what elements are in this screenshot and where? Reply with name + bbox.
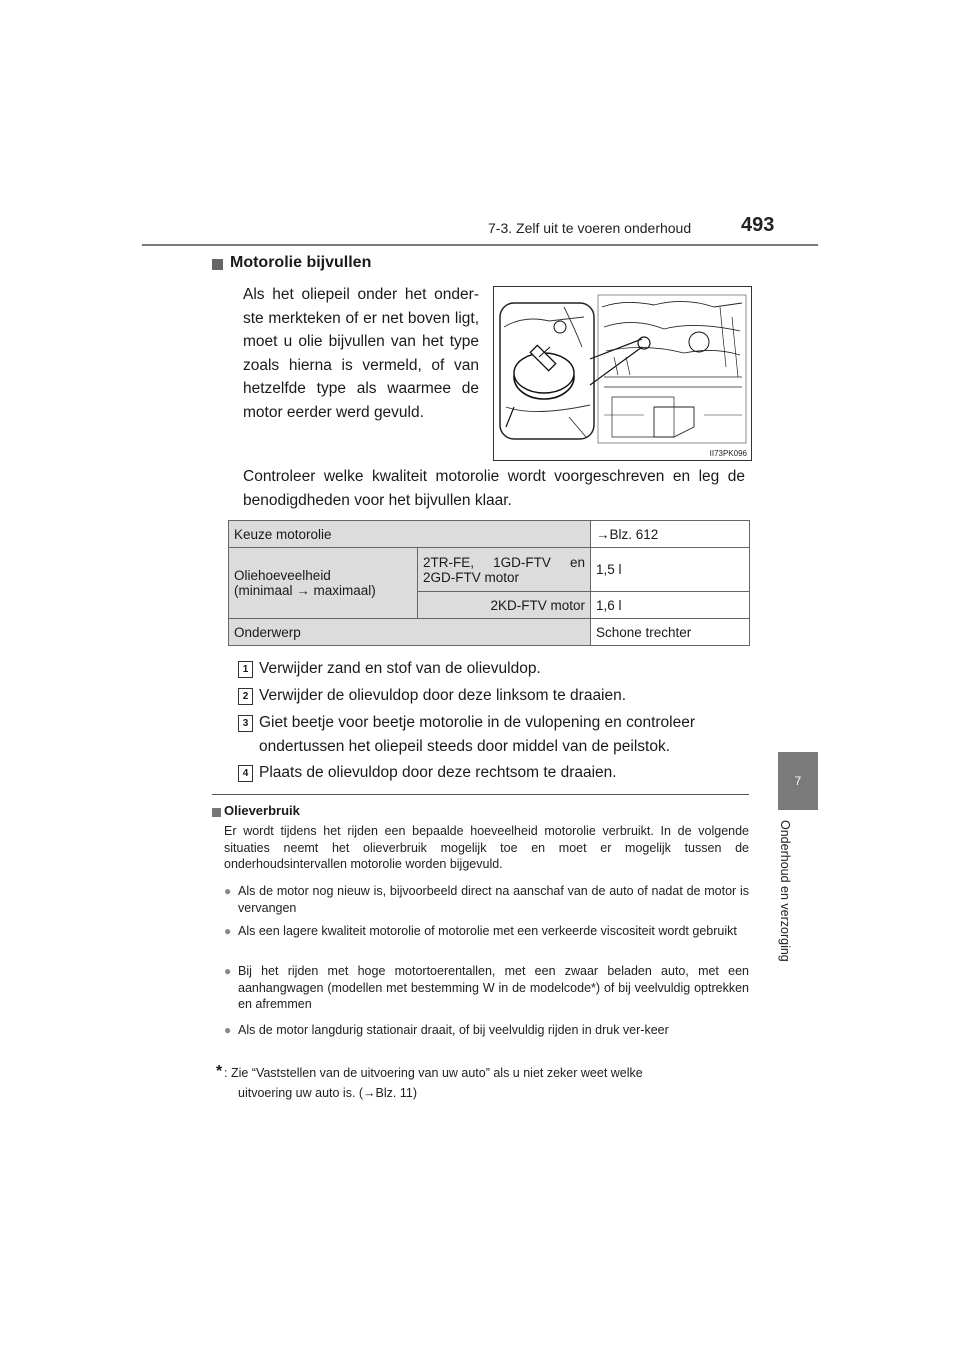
oil-spec-table: [228, 520, 750, 646]
list-item: Als de motor nog nieuw is, bijvoorbeeld direct na aanschaf van de auto of nadat de motor is vervangen: [238, 884, 749, 915]
section-divider: [212, 794, 749, 795]
table-cell-label: Keuze motorolie: [229, 521, 591, 548]
bullet-icon: ●: [224, 1023, 232, 1037]
footnote: [224, 1063, 754, 1103]
table-row: [229, 548, 750, 592]
consumption-body: Er wordt tijdens het rijden een bepaalde hoeveelheid motorolie verbruikt. In de volgende situaties neemt het olieverbruik mogelijk toe en moet er mogelijk tussen de onderhoudsintervallen motorolie worden bijgevuld.: [224, 824, 749, 871]
table-cell-engine: 2TR-FE, 1GD-FTV en 2GD-FTV motor: [418, 548, 591, 592]
list-item: Bij het rijden met hoge motortoerentallen, met een zwaar beladen auto, met een aanhangwagen (modellen met bestemming W in de modelcode*) of bij veelvuldig optrekken en afremmen: [238, 964, 749, 1011]
step-text: Verwijder zand en stof van de olievuldop.: [259, 660, 541, 677]
consumption-title: Olieverbruik: [224, 803, 300, 818]
preparation-text: Controleer welke kwaliteit motorolie wordt voorgeschreven en leg de benodigdheden voor het bijvullen klaar.: [243, 468, 745, 509]
chapter-label-text: Onderhoud en verzorging: [778, 820, 792, 962]
footnote-line-2: uitvoering uw auto is. (→Blz. 11): [238, 1086, 418, 1100]
subheading-square-icon: [212, 808, 221, 817]
engine-illustration: [493, 286, 752, 461]
figure-code: II73PK096: [709, 449, 747, 458]
heading-square-icon: [212, 259, 223, 270]
step-text: Giet beetje voor beetje motorolie in de vulopening en controleer ondertussen het oliepeil steeds door middel van de peilstok.: [259, 714, 695, 755]
bullet-icon: ●: [224, 964, 232, 978]
footnote-line-1: : Zie “Vaststellen van de uitvoering van uw auto” als u niet zeker weet welke: [224, 1066, 643, 1080]
oil-quantity-range: (minimaal → maximaal): [234, 583, 376, 598]
bullet-icon: ●: [224, 884, 232, 898]
oil-cap-drawing: [494, 287, 751, 460]
step-number: 3: [238, 715, 253, 732]
table-row: [229, 619, 750, 646]
list-item: Als de motor langdurig stationair draait, of bij veelvuldig rijden in druk ver-keer: [238, 1023, 669, 1037]
table-cell-label: Onderwerp: [229, 619, 591, 646]
step-number: 2: [238, 688, 253, 705]
table-cell-value: →Blz. 612: [591, 521, 750, 548]
page-number: 493: [741, 214, 775, 236]
list-item: Als een lagere kwaliteit motorolie of motorolie met een verkeerde viscositeit wordt gebruikt: [238, 924, 737, 938]
footnote-star-icon: *: [216, 1063, 223, 1080]
step-text: Plaats de olievuldop door deze rechtsom te draaien.: [259, 764, 617, 781]
intro-text: Als het oliepeil onder het onder-ste merkteken of er net boven ligt, moet u olie bijvullen van het type zoals hierna is vermeld, of van hetzelfde type als waarmee de motor eerder werd gevuld.: [243, 286, 479, 421]
bullet-icon: ●: [224, 924, 232, 938]
section-title: Motorolie bijvullen: [230, 254, 372, 271]
oil-quantity-label: Oliehoeveelheid: [234, 568, 331, 583]
table-cell-value: 1,6 l: [591, 592, 750, 619]
table-cell-value: 1,5 l: [591, 548, 750, 592]
table-cell-value: Schone trechter: [591, 619, 750, 646]
chapter-label: [772, 820, 824, 1020]
table-row: [229, 521, 750, 548]
step-text: Verwijder de olievuldop door deze linksom te draaien.: [259, 687, 627, 704]
header-divider: [142, 244, 818, 246]
step-number: 4: [238, 765, 253, 782]
table-cell-engine: 2KD-FTV motor: [418, 592, 591, 619]
chapter-tab: 7: [778, 752, 818, 810]
step-number: 1: [238, 661, 253, 678]
table-cell-label: [229, 548, 418, 619]
section-breadcrumb: 7-3. Zelf uit te voeren onderhoud: [488, 220, 692, 236]
